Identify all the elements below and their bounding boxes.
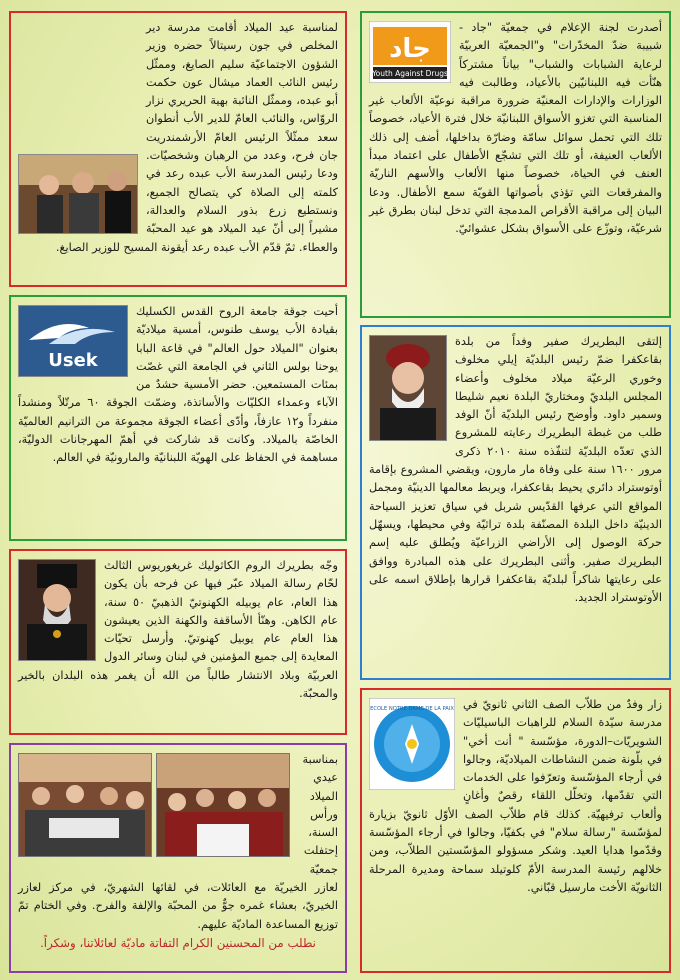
gregorios-text: وجّه بطريرك الروم الكاثوليك غريغوريوس الثالث لحّام رسالة الميلاد عبّر فيها عن فرحه بأن يكون هذا العام، عام يوبيله الكهنوتيّ الذهبيّ ٥٠ سنة، عام الكاهن. وهنّأ الأساقفة والكهنة الذين يعيشون هذا العام عام يوبيل كهنوتيّ. وأرسل تحيّات المعايدة إلى جميع المؤمنين في لبنان وسائر الدول العربيّة وبلاد الانتشار طالباً من الله أن يغمر هذه البلدان بالخير والمحبّة.: [18, 559, 338, 701]
article-patriarch-sfeir: [360, 325, 671, 680]
svg-text:Youth Against Drugs: Youth Against Drugs: [372, 69, 448, 78]
patriarch-photo: [369, 335, 447, 441]
article-gregorios: [9, 549, 347, 735]
gregorios-photo: [18, 559, 96, 661]
jad-logo: [369, 21, 451, 83]
svg-text:جاد: جاد: [389, 34, 431, 64]
svg-text:Usek: Usek: [48, 350, 98, 371]
dayr-text: لمناسبة عيد الميلاد أقامت مدرسة دير المخلص في جون رسيتالاً حضره وزير الشؤون الاجتماعيّة سليم الصايغ، وممثّل رئيس النائب العماد ميشال عون حكمت أبو عبده، وممثّل النائبة بهية الحريري نزار الروّاس، والنائب العامّ للدير الأب أنطوان سعد ممثّلاً الرئيس العامّ الأرشمندريت جان فرح، وعدد من الرهبان وشخصيّات. ودعا رئيس المدرسة الأب عبده رعد في كلمته إلى الصلاة كي يتصالح الجميع، ونستطيع زرع بذور السلام والعدالة، مشيراً إلى أنّ عيد الميلاد هو عيد المحبّة والعطاء. ثمّ قدّم الأب عبده رعد أيقونة المسيح للوزير الصايغ.: [55, 21, 338, 254]
article-lazare: [9, 743, 347, 973]
school-logo: [369, 698, 455, 790]
article-jad: [360, 11, 671, 318]
svg-text:ECOLE NOTRE DAME DE LA PAIX: ECOLE NOTRE DAME DE LA PAIX: [370, 706, 454, 712]
article-dayr-mukhalles: [9, 11, 347, 287]
usek-logo: [18, 305, 128, 377]
dayr-photo: [18, 154, 138, 234]
lazare-photo-left: [156, 753, 290, 857]
lazare-text: بمناسبة عيدي الميلاد ورأس السنة، إحتفلت جمعيّة لعازر الخيريّة مع العائلات، في لقائها الشهريّ، في مركز لعازر الخيريّ، بعشاء غمره جوٌّ من المحبّة والإلفة والفرح. وفي الختام تمّ توزيع المساعدة الماديّة عليهم.: [18, 753, 338, 931]
lazare-footer: نطلب من المحسنين الكرام التفاتة ماديّة لعائلاتنا، وشكراً.: [40, 935, 316, 950]
patriarch-text: إلتقى البطريرك صفير وفداً من بلدة بقاعكفرا ضمّ رئيس البلديّة إيلي مخلوف وخوري الرعيّة ميلاد مخلوف وأعضاء المجلس البلديّ ومختاريّ البلدة نعيم شليطا وسمير داود. وأوضح رئيس البلديّة أنّ الوفد طلب من غبطة البطريرك رعايته للمشروع الذي تعدّه البلديّة لتنفّذه سنة ٢٠١٠ ذكرى مرور ١٦٠٠ سنة على وفاة مار مارون، ويقضي المشروع بإقامة أوتوستراد دائري يحيط بقاعكفرا، ويربط معالمها الدينيّة ومجمل المواقع التي عرفها القدّيس شربل في سياق تعزيز السياحة الدينيّة داخل البلدة المصنّفة بلدة تراثيّة وفي محيطها، ويسهّل حركة الوصول إلى الأراضي الزراعيّة ويُطلق عليه إسم البطريرك صفير. وأثنى البطريرك على هذه المبادرة ووافق على رعايتها شاكراً لبلديّة بقاعكفرا قرارها بإطلاق اسمه على الأوتوستراد الجديد.: [369, 335, 662, 605]
lazare-photos: [18, 753, 290, 857]
article-notre-dame: [360, 688, 671, 973]
jad-text: أصدرت لجنة الإعلام في جمعيّة "جاد - شبيبة ضدّ المخدّرات" و"الجمعيّة العربيّة لرعاية الشبابات والشباب" بياناً مشتركاً هنّأت فيه اللبنانيّين بالأعياد، وطالبت فيه الوزارات والإدارات المعنيّة ضرورة مراقبة نوعيّة الألعاب غير المناسبة التي تغزو الأسواق اللبنانيّة خلال فترة الأعياد، خصوصاً تلك التي تحمل سوائل سامّة وضارّة بداخلها، أضف إلى ذلك الألعاب العنيفة، أو تلك التي تشجّع الأطفال على اعتماد مبدأ العنف في الحياة، خصوصاً منها الألعاب والأسهم الناريّة والمفرقعات التي تؤذي بأصواتها القويّة سمع الأطفال. ودعا البيان إلى مراقبة الأقراص المدمجة التي تدخل لبنان بطرق غير شرعيّة، وتوزّع على الأسواق بشكل عشوائيّ.: [369, 21, 662, 236]
lazare-photo-right: [18, 753, 152, 857]
school-text: زار وفدٌ من طلاّب الصف الثاني ثانويّ في مدرسة سيّدة السلام للراهبات الباسيليّات الشويريّات–الدورة، مؤسّسة " أنت أخي" في بلّونة ضمن النشاطات الميلاديّة، وجالوا في أرجاء المؤسّسة وتعرّفوا على الخدمات التي تقدّمها، وتخلّل اللقاء رقصٌ وأغانٍ وألعاب ترفيهيّة. كذلك قام طلاّب الصف الأوّل ثانويّ بزيارة لمؤسّسة "رسالة سلام" في بكفيّا، وجالوا في أرجاء المؤسّسة وقدّموا هدايا العيد. وشكر مسؤولو المؤسّستين الطلاّب، ومن خلالهم رئيسة المدرسة الأمّ كلوتيلد سماحة ومديرة المرحلة الثانويّة الأخت مارسيل قبّاني.: [369, 698, 662, 894]
article-usek: [9, 295, 347, 541]
usek-text: أحيت جوقة جامعة الروح القدس الكسليك بقيادة الأب يوسف طنوس، أمسية ميلاديّة بعنوان "الميلاد حول العالم" في قاعة البابا يوحنا بولس الثاني في الجامعة التي غصّت بمئات المستمعين. حضر الأمسية حشدٌ من الآباء وعمداء الكليّات والأساتذة، وضمّت الجوقة ٦٠ مرتّلاً ومنشداً منفرداً و١٢ عازفاً، وأدّى أعضاء الجوقة مجموعة من الترانيم العالميّة الخاصّة بالميلاد. وكانت قد شاركت في أهمّ المهرجانات الدوليّة، مساهمة في الحفاظ على الهويّة اللبنانيّة والمارونيّة في العالم.: [18, 305, 339, 465]
